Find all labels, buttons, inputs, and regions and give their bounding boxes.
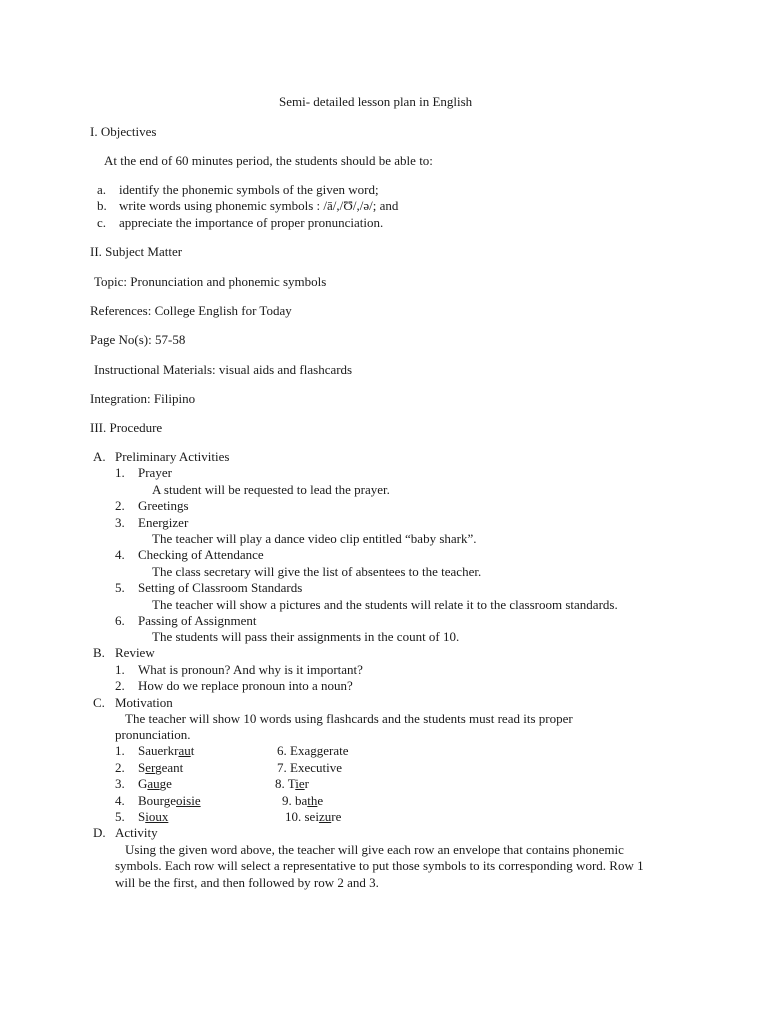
activity-title: Greetings [138, 498, 189, 513]
list-number: 1. [115, 465, 125, 480]
list-number: 2. [115, 760, 125, 775]
preliminary-activities-title: Preliminary Activities [115, 449, 230, 464]
review-title: Review [115, 645, 155, 660]
objective-letter: a. [97, 182, 107, 197]
activity-description: The students will pass their assignments in the count of 10. [152, 629, 460, 644]
activity-title: Passing of Assignment [138, 613, 257, 628]
objective-item: identify the phonemic symbols of the given word; [119, 182, 379, 197]
activity-section-title: Activity [115, 825, 158, 840]
motivation-title: Motivation [115, 695, 173, 710]
objective-item: appreciate the importance of proper pronunciation. [119, 215, 384, 230]
objectives-intro: At the end of 60 minutes period, the students should be able to: [104, 153, 433, 168]
flashcard-word: 8. Tier [275, 776, 309, 791]
flashcard-word: 10. seizure [285, 809, 342, 824]
list-number: 2. [115, 678, 125, 693]
review-question: What is pronoun? And why is it important? [138, 662, 363, 677]
flashcard-word: Sauerkraut [138, 743, 195, 758]
list-number: 6. [115, 613, 125, 628]
topic-line: Topic: Pronunciation and phonemic symbols [94, 274, 327, 289]
flashcard-word: Sioux [138, 809, 169, 824]
list-number: 4. [115, 793, 125, 808]
activity-description: A student will be requested to lead the prayer. [152, 482, 390, 497]
flashcard-word: Sergeant [138, 760, 184, 775]
activity-description: The teacher will show a pictures and the students will relate it to the classroom standards. [152, 597, 618, 612]
objective-letter: b. [97, 198, 107, 213]
list-number: 3. [115, 776, 125, 791]
materials-line: Instructional Materials: visual aids and flashcards [94, 362, 353, 377]
list-number: 1. [115, 662, 125, 677]
flashcard-word: 9. bathe [282, 793, 324, 808]
activity-paragraph-line: symbols. Each row will select a representative to put those symbols to its corresponding word. Row 1 [115, 858, 644, 873]
activity-title: Setting of Classroom Standards [138, 580, 303, 595]
list-number: 5. [115, 580, 125, 595]
objective-letter: c. [97, 215, 107, 230]
procedure-heading: III. Procedure [90, 420, 163, 435]
activity-title: Checking of Attendance [138, 547, 264, 562]
activity-description: The teacher will play a dance video clip entitled “baby shark”. [152, 531, 477, 546]
integration-line: Integration: Filipino [90, 391, 196, 406]
activity-paragraph-line: Using the given word above, the teacher will give each row an envelope that contains phonemic [125, 842, 624, 857]
section-letter: B. [93, 645, 105, 660]
review-question: How do we replace pronoun into a noun? [138, 678, 353, 693]
references-line: References: College English for Today [90, 303, 292, 318]
section-letter: A. [93, 449, 106, 464]
motivation-description: The teacher will show 10 words using flashcards and the students must read its proper [125, 711, 573, 726]
subject-matter-heading: II. Subject Matter [90, 244, 183, 259]
section-letter: D. [93, 825, 106, 840]
list-number: 4. [115, 547, 125, 562]
list-number: 1. [115, 743, 125, 758]
motivation-description: pronunciation. [115, 727, 191, 742]
pages-line: Page No(s): 57-58 [90, 332, 186, 347]
flashcard-word: 7. Executive [277, 760, 342, 775]
objective-item: write words using phonemic symbols : /ā/,/Ʊ/,/ə/; and [119, 198, 399, 213]
section-letter: C. [93, 695, 105, 710]
flashcard-word: Bourgeoisie [138, 793, 201, 808]
flashcard-word: Gauge [138, 776, 172, 791]
activity-title: Energizer [138, 515, 189, 530]
flashcard-word: 6. Exaggerate [277, 743, 349, 758]
document-title: Semi- detailed lesson plan in English [279, 94, 473, 109]
activity-paragraph-line: will be the first, and then followed by row 2 and 3. [115, 875, 379, 890]
list-number: 5. [115, 809, 125, 824]
activity-title: Prayer [138, 465, 172, 480]
activity-description: The class secretary will give the list of absentees to the teacher. [152, 564, 482, 579]
list-number: 3. [115, 515, 125, 530]
objectives-heading: I. Objectives [90, 124, 157, 139]
list-number: 2. [115, 498, 125, 513]
